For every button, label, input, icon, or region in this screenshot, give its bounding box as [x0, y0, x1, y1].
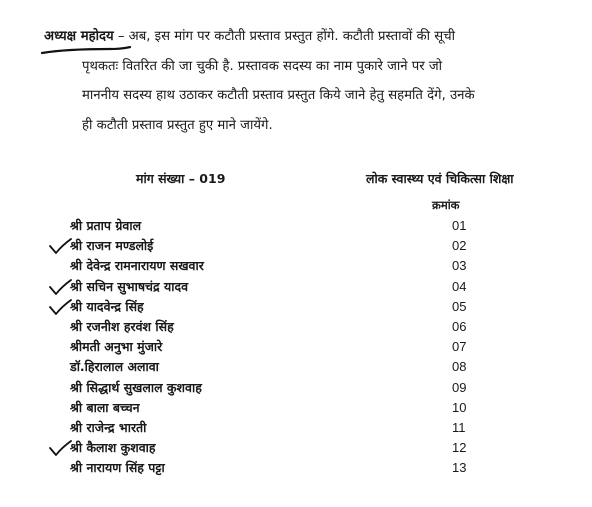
- paragraph-line-2: पृथकतः वितरित की जा चुकी है. प्रस्तावक सदस्य का नाम पुकारे जाने पर जो: [82, 58, 443, 74]
- list-item: [70, 277, 490, 297]
- list-item: [70, 216, 490, 236]
- member-name: श्री देवेन्द्र रामनारायण सखवार: [70, 258, 204, 274]
- paragraph-line-3: माननीय सदस्य हाथ उठाकर कटौती प्रस्ताव प्रस्तुत किये जाने हेतु सहमति देंगे, उनके: [82, 88, 475, 103]
- member-serial: 12: [452, 440, 467, 456]
- member-serial: 10: [452, 399, 467, 415]
- member-serial: 11: [452, 419, 466, 435]
- member-serial: 07: [452, 339, 467, 355]
- member-name: श्री राजन मण्डलोई: [70, 238, 154, 254]
- list-item: [70, 398, 490, 418]
- checkmark-icon: [48, 299, 72, 317]
- member-serial: 02: [452, 238, 467, 254]
- list-item: [70, 317, 490, 337]
- member-name: श्री यादवेन्द्र सिंह: [70, 298, 144, 314]
- serial-column-header: क्रमांक: [432, 198, 460, 212]
- checkmark-icon: [48, 238, 72, 256]
- member-serial: 04: [452, 278, 467, 294]
- list-item: [70, 438, 490, 458]
- member-serial: 05: [452, 298, 467, 314]
- member-name: श्री राजेन्द्र भारती: [70, 419, 147, 435]
- checkmark-icon: [48, 440, 72, 458]
- list-item: [70, 337, 490, 357]
- paragraph-line-4: ही कटौती प्रस्ताव प्रस्तुत हुए माने जायेंगे.: [82, 117, 273, 133]
- member-name: श्री नारायण सिंह पट्टा: [70, 460, 165, 476]
- member-name: श्री सिद्धार्थ सुखलाल कुशवाह: [70, 379, 202, 395]
- member-serial: 01: [452, 218, 467, 233]
- member-name: डॉ.हिरालाल अलावा: [70, 359, 159, 375]
- list-item: [70, 418, 490, 438]
- department-heading: लोक स्वास्थ्य एवं चिकित्सा शिक्षा: [366, 171, 514, 186]
- paragraph-line-1-text: – अब, इस मांग पर कटौती प्रस्ताव प्रस्तुत होंगे. कटौती प्रस्तावों की सूची: [113, 29, 455, 44]
- list-item: [70, 357, 490, 377]
- list-item: [70, 458, 490, 478]
- member-name: श्री प्रताप ग्रेवाल: [70, 218, 142, 233]
- handwritten-underline-icon: [40, 46, 132, 56]
- member-name: श्री सचिन सुभाषचंद्र यादव: [70, 278, 189, 294]
- list-item: [70, 297, 490, 317]
- member-name: श्री बाला बच्चन: [70, 399, 140, 415]
- list-item: [70, 256, 490, 276]
- speaker-name: अध्यक्ष महोदय: [44, 29, 114, 44]
- member-serial: 09: [452, 379, 467, 395]
- member-serial: 08: [452, 359, 467, 375]
- member-name: श्रीमती अनुभा मुंजारे: [70, 339, 163, 355]
- member-serial: 06: [452, 318, 467, 334]
- list-item: [70, 236, 490, 256]
- member-serial: 13: [452, 460, 467, 476]
- member-name: श्री रजनीश हरवंश सिंह: [70, 318, 174, 334]
- list-item: [70, 378, 490, 398]
- member-serial: 03: [452, 258, 467, 274]
- speaker-paragraph: [44, 22, 574, 140]
- member-name: श्री कैलाश कुशवाह: [70, 440, 156, 456]
- members-list: [70, 216, 490, 478]
- checkmark-icon: [48, 279, 72, 297]
- demand-number-heading: मांग संख्या – 019: [136, 171, 226, 186]
